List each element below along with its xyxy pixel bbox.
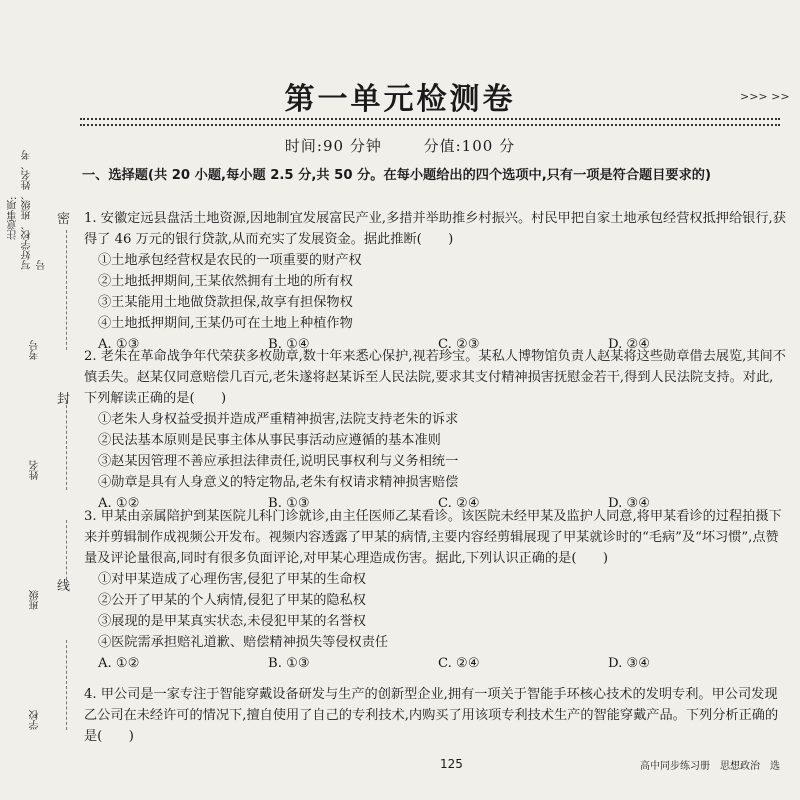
book-name: 高中同步练习册 思想政治 选 [640,761,780,772]
exam-meta [0,135,800,156]
question-item: ④土地抵押期间,王某仍可在土地上种植作物 [98,316,353,331]
school-blank [66,640,67,730]
question-item: ④勋章是具有人身意义的特定物品,老朱有权请求精神损害赔偿 [98,475,459,490]
question-item: ②公开了甲某的个人病情,侵犯了甲某的隐私权 [98,593,366,608]
option-a[interactable]: A. ①③ [98,337,140,352]
time-limit: 时间:90 分钟 [284,137,382,155]
question-item: ③展现的是甲某真实状态,未侵犯甲某的名誉权 [98,614,366,629]
school-label: 学校 [30,710,41,730]
option-a[interactable]: A. ①② [98,656,140,671]
question-2 [84,346,786,514]
option-b[interactable]: B. ①④ [268,337,310,352]
option-b[interactable]: B. ①③ [268,656,310,671]
question-item: ③王某能用土地做贷款担保,故享有担保物权 [98,295,353,310]
question-stem: 1. 安徽定远县盘活土地资源,因地制宜发展富民产业,多措并举助推乡村振兴。村民甲把自家土地承包经营权抵押给银行,获得了 46 万元的银行贷款,从而充实了发展资金。据此推断( ) [84,211,786,247]
class-label: 班级 [30,590,41,610]
question-item: ④医院需承担赔礼道歉、赔偿精神损失等侵权责任 [98,635,389,650]
question-item: ②民法基本原则是民事主体从事民事活动应遵循的基本准则 [98,433,441,448]
dotted-rule-top [80,118,780,120]
seal-char-feng: 封 [57,392,71,407]
question-4 [84,684,786,747]
total-score: 分值:100 分 [423,137,516,155]
fill-instruction: 写好学校、班级、姓名、考号 [22,150,48,270]
option-d[interactable]: D. ②④ [608,337,651,352]
page-title: 第一单元检测卷 [284,82,516,117]
question-stem: 2. 老朱在革命战争年代荣获多枚勋章,数十年来悉心保护,视若珍宝。某私人博物馆负责人赵某将这些勋章借去展览,其间不慎丢失。赵某仅同意赔偿几百元,老朱遂将赵某诉至人民法院,要求其支付精神损害抚慰金若干,得到人民法院支持。对此,下列解读正确的是( ) [84,349,786,406]
option-c[interactable]: C. ②④ [438,656,480,671]
name-blank [66,400,67,490]
option-c[interactable]: C. ②④ [438,496,480,511]
exam-no-blank [66,230,67,350]
option-d[interactable]: D. ③④ [608,496,651,511]
option-b[interactable]: B. ①③ [268,496,310,511]
dotted-rule-bottom [80,124,780,126]
name-label: 姓名 [30,460,41,480]
seal-char-xian: 线 [57,579,71,594]
question-stem: 4. 甲公司是一家专注于智能穿戴设备研发与生产的创新型企业,拥有一项关于智能手环核心技术的发明专利。甲公司发现乙公司在未经许可的情况下,擅自使用了自己的专利技术,内购买了用该项专利技术生产的智能穿戴产品。下列分析正确的是( ) [84,687,779,744]
option-a[interactable]: A. ①② [98,496,140,511]
question-3 [84,506,786,674]
section-heading: 一、选择题(共 20 小题,每小题 2.5 分,共 50 分。在每小题给出的四个选项中,只有一项是符合题目要求的) [82,168,712,183]
question-item: ①对甲某造成了心理伤害,侵犯了甲某的生命权 [98,572,366,587]
seal-char-mi: 密 [57,212,71,227]
question-item: ①土地承包经营权是农民的一项重要的财产权 [98,253,362,268]
question-1 [84,208,786,355]
title-arrows: >>> >> [740,90,790,103]
exam-no-label: 考号 [30,340,41,360]
notice-label: 注意事项: [8,196,19,240]
page-number: 125 [440,757,463,771]
option-c[interactable]: C. ②③ [438,337,480,352]
question-item: ②土地抵押期间,王某依然拥有土地的所有权 [98,274,353,289]
question-item: ③赵某因管理不善应承担法律责任,说明民事权利与义务相统一 [98,454,459,469]
question-item: ①老朱人身权益受损并造成严重精神损害,法院支持老朱的诉求 [98,412,459,427]
question-stem: 3. 甲某由亲属陪护到某医院儿科门诊就诊,由主任医师乙某看诊。该医院未经甲某及监护人同意,将甲某看诊的过程拍摄下来并剪辑制作成视频公开发布。视频内容透露了甲某的病情,主要内容经剪辑展现了甲某就诊时的“毛病”及“坏习惯”,点赞量及评论量很高,同时有很多负面评论,对甲某心理造成伤害。据此,下列认识正确的是( ) [84,509,782,566]
answer-options [84,653,786,674]
option-d[interactable]: D. ③④ [608,656,651,671]
